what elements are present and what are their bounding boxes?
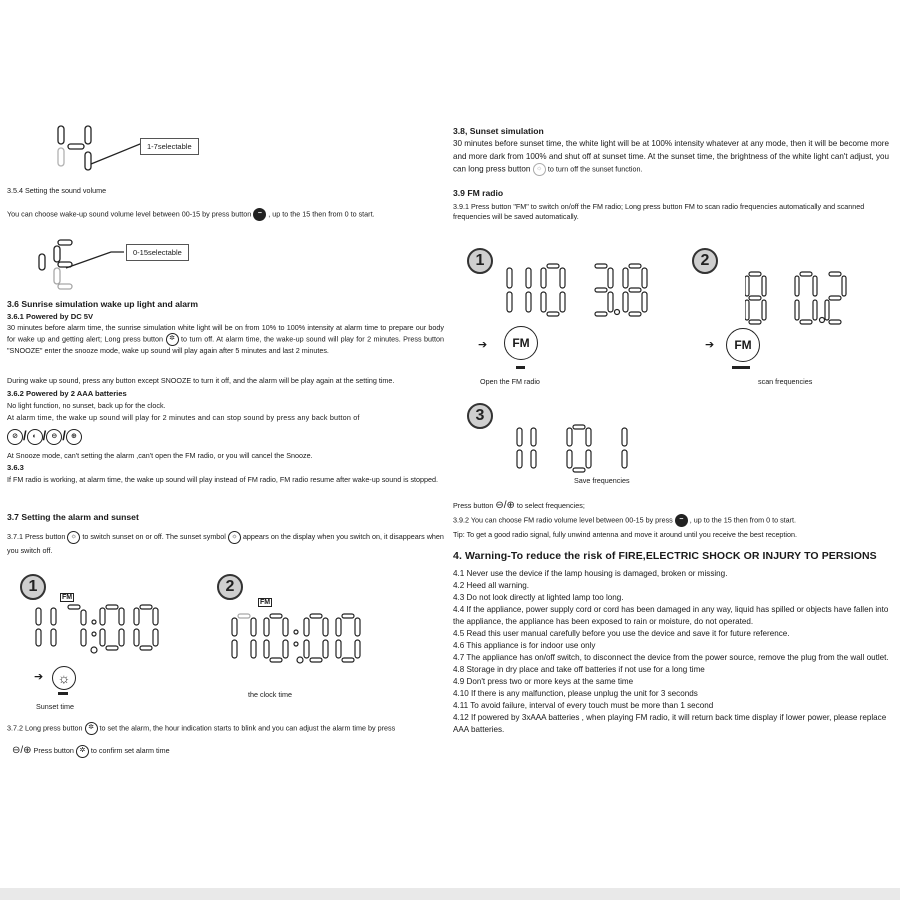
warning-title: 4. Warning-To reduce the risk of FIRE,ELECTRIC SHOCK OR INJURY TO PERSIONS: [453, 550, 877, 562]
snooze-note: At Snooze mode, can't setting the alarm ,can't open the FM radio, or you will cancel the Snooze.: [7, 451, 313, 460]
fm-volume-button-icon: −: [675, 514, 688, 527]
section-3-7-2-text: 3.7.2 Long press button ✲ to set the alarm, the hour indication starts to blink and you can adjust the alarm time by press: [7, 722, 444, 735]
section-3-9-1-text: 3.9.1 Press button "FM" to switch on/off the FM radio; Long press button FM to scan radio frequencies automatically and scanned frequencies will be saved automatically.: [453, 202, 865, 222]
sunset-button-icon: ☼: [67, 531, 80, 544]
fm-figure-number-3: 3: [467, 403, 493, 429]
figure-number-2: 2: [217, 574, 243, 600]
alarm-icon: ⊘: [7, 429, 23, 445]
fm-tip-text: Tip: To get a good radio signal, fully unwind antenna and move it around until you receive the best reception.: [453, 530, 798, 539]
section-3-6-1-text: 30 minutes before alarm time, the sunrise simulation white light will be on from 10% to 100% intensity at alarm time to prepare our body for wake up and getting alert; Long press button ✲ to turn off. At alarm time, the wake-up sound will play for 2 minutes. Press button "SNOOZE" enter the snooze mode, wake up sound will play again after 5 minutes and last 2 minutes.: [7, 323, 445, 356]
warning-item: 4.7 The appliance has on/off switch, to disconnect the device from the power source, remove the plug from the wall outlet.: [453, 652, 889, 662]
section-3-6-1-title: 3.6.1 Powered by DC 5V: [7, 312, 94, 321]
fm-tag-1: FM: [62, 594, 73, 601]
section-3-6-3-text: If FM radio is working, at alarm time, the wake up sound will play instead of FM radio, FM radio resume after wake-up sound is stopped.: [7, 475, 439, 484]
warning-item: 4.5 Read this user manual carefully before you use the device and save it for future reference.: [453, 628, 790, 638]
fm-figure-number-2: 2: [692, 248, 718, 274]
scan-frequencies-caption: scan frequencies: [758, 377, 813, 386]
fm-underscore-2: [732, 366, 750, 369]
warning-item: 4.2 Heed all warning.: [453, 580, 530, 590]
sunset-off-icon: ☼: [533, 163, 546, 176]
warning-item: 4.9 Don't press two or more keys at the same time: [453, 676, 634, 686]
minus-icon: ⊖: [46, 429, 62, 445]
alarm-long-press-icon: ✲: [85, 722, 98, 735]
fm-display-figure-2: [745, 270, 855, 330]
section-3-5-4-text: You can choose wake-up sound volume level between 00-15 by press button − , up to the 15 then from 0 to start.: [7, 208, 437, 221]
section-3-6-2-text-a: No light function, no sunset, back up for the clock.: [7, 401, 166, 410]
section-3-7-2-line2: ⊖/⊕ Press button ✲ to confirm set alarm time: [12, 745, 170, 756]
fm-underscore-1: [516, 366, 525, 369]
section-3-7-title: 3.7 Setting the alarm and sunset: [7, 512, 139, 522]
section-3-6-2-title: 3.6.2 Powered by 2 AAA batteries: [7, 389, 127, 398]
section-3-6-2-text-b: At alarm time, the wake up sound will play for 2 minutes and can stop sound by press any back button of: [7, 413, 360, 422]
save-frequencies-caption: Save frequencies: [574, 476, 630, 485]
page-bottom-band: [0, 888, 900, 900]
clock-display-figure-1: [34, 604, 164, 654]
warning-item: 4.1 Never use the device if the lamp housing is damaged, broken or missing.: [453, 569, 728, 578]
warning-item: 4.6 This appliance is for indoor use only: [453, 640, 596, 650]
arrow-icon-1: ➔: [34, 671, 44, 683]
warning-item: 4.4 If the appliance, power supply cord or cord has been damaged in any way, liquid has spilled or objects have fallen into the appliance, the appliance has been exposed to rain or moisture, do not operated.: [453, 604, 889, 626]
fm-display-figure-3: [515, 424, 635, 474]
sunset-large-icon: ☼: [52, 666, 76, 690]
fm-button-icon-1: FM: [504, 326, 538, 360]
section-3-5-4-title: 3.5.4 Setting the sound volume: [7, 186, 107, 195]
sunset-time-caption: Sunset time: [36, 702, 74, 711]
section-3-6-1-text-c: During wake up sound, press any button except SNOOZE to turn it off, and the alarm will be play again at the setting time.: [7, 376, 395, 385]
fm-figure-number-1: 1: [467, 248, 493, 274]
section-3-8-text: 30 minutes before sunset time, the white light will be at 100% intensity whatever at any mode, then it will be become more and more dark from 100% and shut off at sunset time. At the sunset time, the brightness of the white light can't adjust, you can long press button ☼ to turn off the sunset function.: [453, 138, 893, 176]
fm-tag-2: FM: [260, 599, 271, 606]
figure-number-1: 1: [20, 574, 46, 600]
section-3-9-2-text: 3.9.2 You can choose FM radio volume level between 00-15 by press − , up to the 15 then from 0 to start.: [453, 514, 893, 527]
volume-button-icon: −: [253, 208, 266, 221]
arrow-icon-fm-1: ➔: [478, 339, 488, 351]
selectable-label-0-15: 0-15selectable: [126, 244, 189, 261]
section-3-7-1-text: 3.7.1 Press button ☼ to switch sunset on or off. The sunset symbol ☼ appears on the display when you switch on, it disappears when you switch off.: [7, 532, 444, 555]
section-3-9-title: 3.9 FM radio: [453, 188, 504, 198]
minus-plus-icon: ⊖/⊕: [495, 500, 515, 511]
confirm-alarm-icon: ✲: [76, 745, 89, 758]
warning-item: 4.10 If there is any malfunction, please unplug the unit for 3 seconds: [453, 688, 698, 698]
warnings-list: [453, 568, 893, 736]
sunset-icon: ◐: [27, 429, 43, 445]
fm-display-figure-1: [505, 262, 655, 322]
fm-button-icon-2: FM: [726, 328, 760, 362]
alarm-button-icon: ✲: [166, 333, 179, 346]
section-3-8-title: 3.8, Sunset simulation: [453, 126, 544, 136]
selectable-label-1-7: 1-7selectable: [140, 138, 199, 155]
warning-item: 4.8 Storage in dry place and take off batteries if not use for a long time: [453, 664, 705, 674]
clock-time-caption: the clock time: [248, 690, 292, 699]
back-buttons-row: ⊘ / ◐ / ⊖ / ⊕: [7, 428, 82, 445]
underscore-mark-1: [58, 692, 68, 695]
sunset-symbol-icon: ☼: [228, 531, 241, 544]
plus-icon: ⊕: [66, 429, 82, 445]
section-3-6-title: 3.6 Sunrise simulation wake up light and alarm: [7, 299, 199, 309]
open-fm-radio-caption: Open the FM radio: [480, 377, 540, 386]
warning-item: 4.11 To avoid failure, interval of every touch must be more than 1 second: [453, 700, 714, 710]
warning-item: 4.12 If powered by 3xAAA batteries , when playing FM radio, it will return back time display if lower power, please replace AAA batteries.: [453, 712, 887, 734]
section-3-6-3-title: 3.6.3: [7, 463, 24, 472]
select-frequencies-text: Press button ⊖/⊕ to select frequencies;: [453, 500, 585, 511]
warning-item: 4.3 Do not look directly at lighted lamp too long.: [453, 592, 624, 602]
clock-display-figure-2: [230, 612, 380, 667]
arrow-icon-fm-2: ➔: [705, 339, 715, 351]
